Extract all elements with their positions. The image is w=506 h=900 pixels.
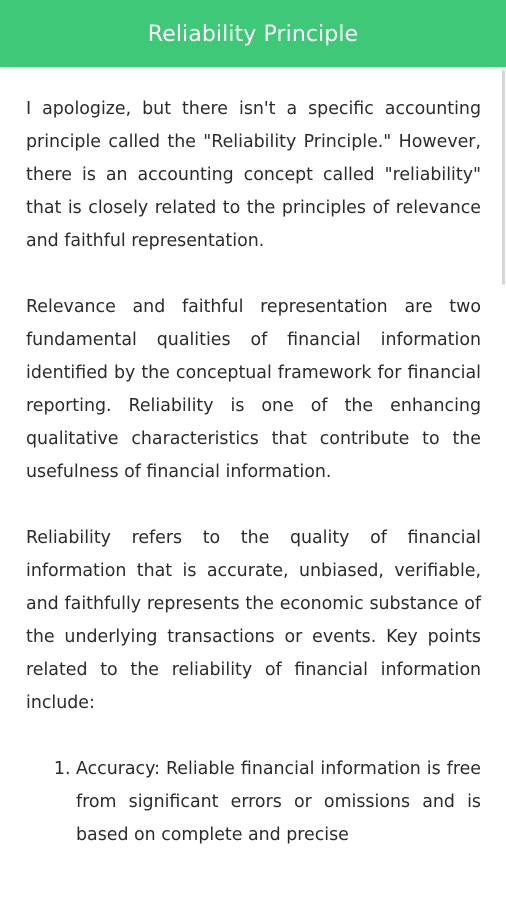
article-paragraph: Relevance and faithful representation are two fundamental qualities of financial information identified by the conceptual framework for financial reporting. Reliability is one of the enhancing qualitative characteristics that contribute to the usefulness of financial information. [26,297,481,482]
article-paragraph: Reliability refers to the quality of financial information that is accurate, unbiased, verifiable, and faithfully represents the economic substance of the underlying transactions or events. Key points related to the reliability of financial information include: [26,528,481,713]
article-content [26,93,481,852]
article-paragraph: I apologize, but there isn't a specific accounting principle called the "Reliability Principle." However, there is an accounting concept called "reliability" that is closely related to the principles of relevance and faithful representation. [26,99,481,251]
key-points-list [26,753,481,852]
page-title: Reliability Principle [147,22,359,47]
list-item: 1. Accuracy: Reliable financial information is free from significant errors or omissions and is based on complete and precise [76,753,481,852]
app-bar [0,0,506,67]
scrollbar-thumb[interactable] [502,70,505,285]
